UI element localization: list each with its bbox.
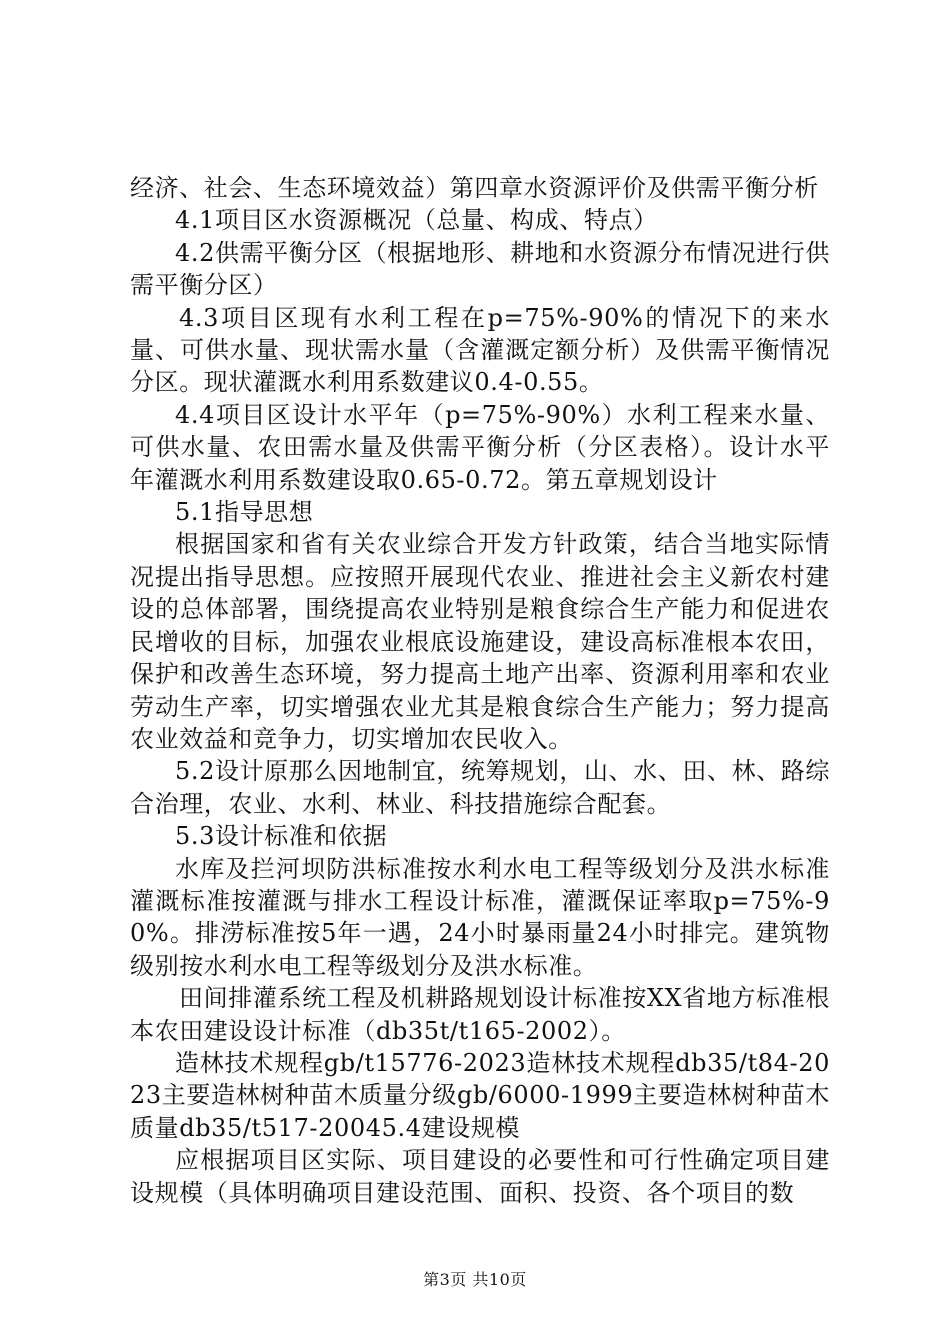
paragraph-flood-standards: 水库及拦河坝防洪标准按水利水电工程等级划分及洪水标准灌溉标准按灌溉与排水工程设计标准，灌溉保证率取p=75%-90%。排涝标准按5年一遇，24小时暴雨量24小时排完。建筑物级别按水利水电工程等级划分及洪水标准。 bbox=[130, 854, 830, 980]
paragraph-5-2: 5.2设计原那么因地制宜，统筹规划，山、水、田、林、路综合治理，农业、水利、林业、科技措施综合配套。 bbox=[130, 757, 830, 818]
paragraph-4-2: 4.2供需平衡分区（根据地形、耕地和水资源分布情况进行供需平衡分区） bbox=[130, 238, 830, 300]
page-number-footer: 第3页 共10页 bbox=[423, 1270, 527, 1289]
paragraph-field-drainage: 田间排灌系统工程及机耕路规划设计标准按XX省地方标准根本农田建设设计标准（db35t/t165-2002）。 bbox=[130, 984, 830, 1045]
paragraph-4-3: 4.3项目区现有水利工程在p=75%-90%的情况下的来水量、可供水量、现状需水量（含灌溉定额分析）及供需平衡情况分区。现状灌溉水利用系数建议0.4-0.55。 bbox=[130, 303, 830, 397]
paragraph-5-1: 5.1指导思想 bbox=[175, 498, 314, 527]
paragraph-chapter4-intro: 经济、社会、生态环境效益）第四章水资源评价及供需平衡分析 bbox=[130, 174, 819, 202]
paragraph-4-1: 4.1项目区水资源概况（总量、构成、特点） bbox=[175, 206, 658, 235]
paragraph-construction-scale: 应根据项目区实际、项目建设的必要性和可行性确定项目建设规模（具体明确项目建设范围、面积、投资、各个项目的数 bbox=[130, 1146, 830, 1207]
paragraph-5-3: 5.3设计标准和依据 bbox=[175, 822, 388, 851]
paragraph-afforestation-standards: 造林技术规程gb/t15776-2023造林技术规程db35/t84-2023主要造林树种苗木质量分级gb/6000-1999主要造林树种苗木质量db35/t517-20045.4建设规模 bbox=[130, 1048, 831, 1142]
paragraph-4-4: 4.4项目区设计水平年（p=75%-90%）水利工程来水量、可供水量、农田需水量及供需平衡分析（分区表格）。设计水平年灌溉水利用系数建设取0.65-0.72。第五章规划设计 bbox=[130, 400, 830, 494]
paragraph-guiding-ideas: 根据国家和省有关农业综合开发方针政策，结合当地实际情况提出指导思想。应按照开展现代农业、推进社会主义新农村建设的总体部署，围绕提高农业特别是粮食综合生产能力和促进农民增收的目标，加强农业根底设施建设，建设高标准根本农田，保护和改善生态环境，努力提高土地产出率、资源利用率和农业劳动生产率，切实增强农业尤其是粮食综合生产能力；努力提高农业效益和竞争力，切实增加农民收入。 bbox=[130, 530, 830, 753]
document-body bbox=[130, 172, 830, 1209]
